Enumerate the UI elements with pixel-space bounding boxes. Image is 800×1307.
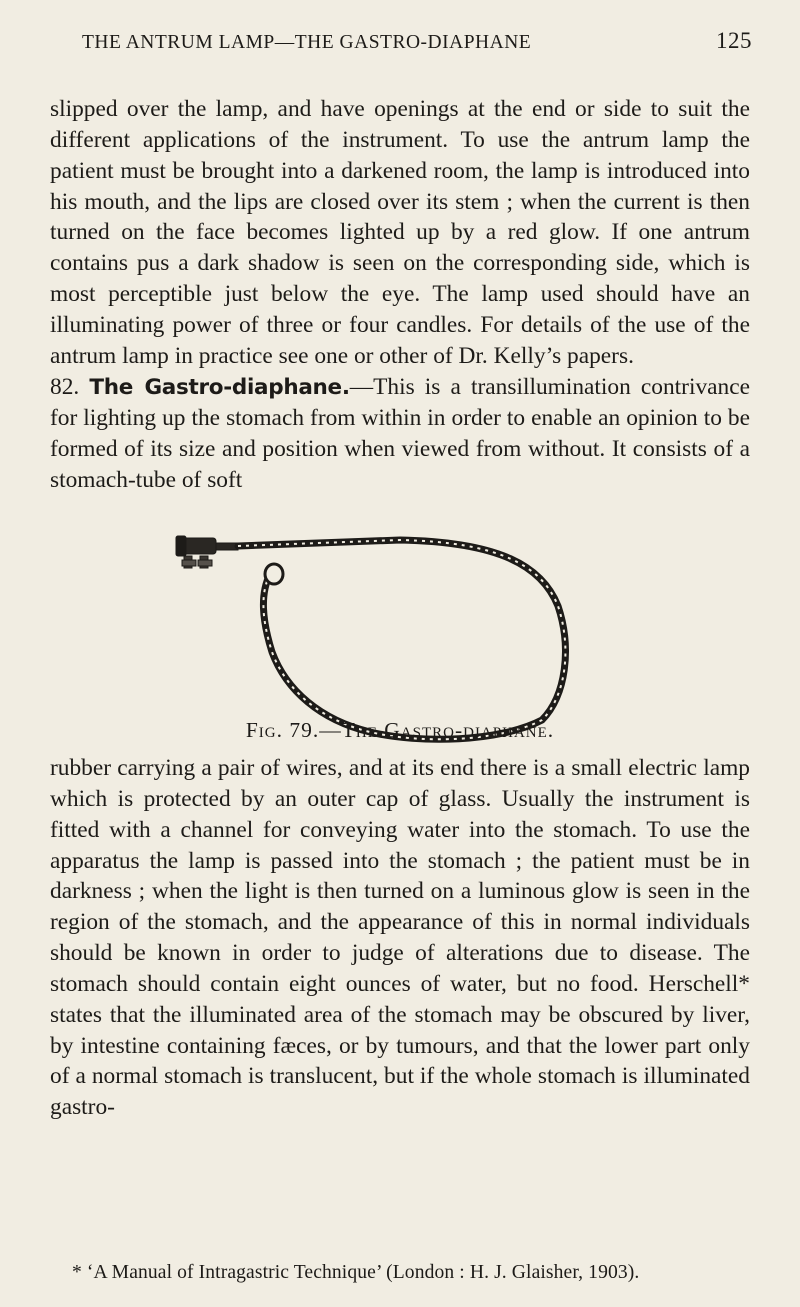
section-title: The Gastro-diaphane. (89, 374, 350, 400)
figure-caption: Fig. 79.—The Gastro-diaphane. (245, 718, 555, 742)
paragraph-text: —This is a transillumination contrivance for lighting up the stomach from within in order to enable an opinion to be formed of its size and position when viewed from without. It consists of a stomach-tube of soft (50, 373, 750, 494)
footnote: * ‘A Manual of Intragastric Technique’ (London : H. J. Glaisher, 1903). (72, 1262, 640, 1283)
connector-icon (176, 536, 238, 568)
body-text-bottom (50, 753, 750, 1123)
gastro-diaphane-illustration (170, 510, 630, 750)
body-text-top (50, 94, 750, 496)
stomach-tube (238, 540, 565, 739)
page-number: 125 (716, 28, 752, 53)
running-header (48, 24, 752, 58)
paragraph-section-82 (50, 372, 750, 496)
paragraph: rubber carrying a pair of wires, and at its end there is a small electric lamp which is protected by an outer cap of glass. Usually the instrument is fitted with a channel for conveying water into the stomach. To use the apparatus the lamp is passed into the stomach ; the patient must be in darkness ; when the light is then turned on a luminous glow is seen in the region of the stomach, and the appearance of this in normal individuals should be known in order to judge of alterations due to disease. The stomach should contain eight ounces of water, but no food. Herschell* states that the illuminated area of the stomach may be obscured by liver, by intestine containing fæces, or by tumours, and that the lower part only of a normal stomach is translucent, but if the whole stomach is illuminated gastro- (50, 755, 750, 1121)
lamp-tip-icon (265, 564, 283, 584)
paragraph: slipped over the lamp, and have openings at the end or side to suit the different applications of the instrument. To use the antrum lamp the patient must be brought into a darkened room, the lamp is introduced into his mouth, and the lips are closed over its stem ; when the current is then turned on the face becomes lighted up by a red glow. If one antrum contains pus a dark shadow is seen on the corresponding side, which is most perceptible just below the eye. The lamp used should have an illuminating power of three or four candles. For details of the use of the antrum lamp in practice see one or other of Dr. Kelly’s papers. (50, 96, 750, 369)
section-number: 82. (50, 373, 80, 400)
running-title: THE ANTRUM LAMP—THE GASTRO-DIAPHANE (82, 32, 532, 53)
